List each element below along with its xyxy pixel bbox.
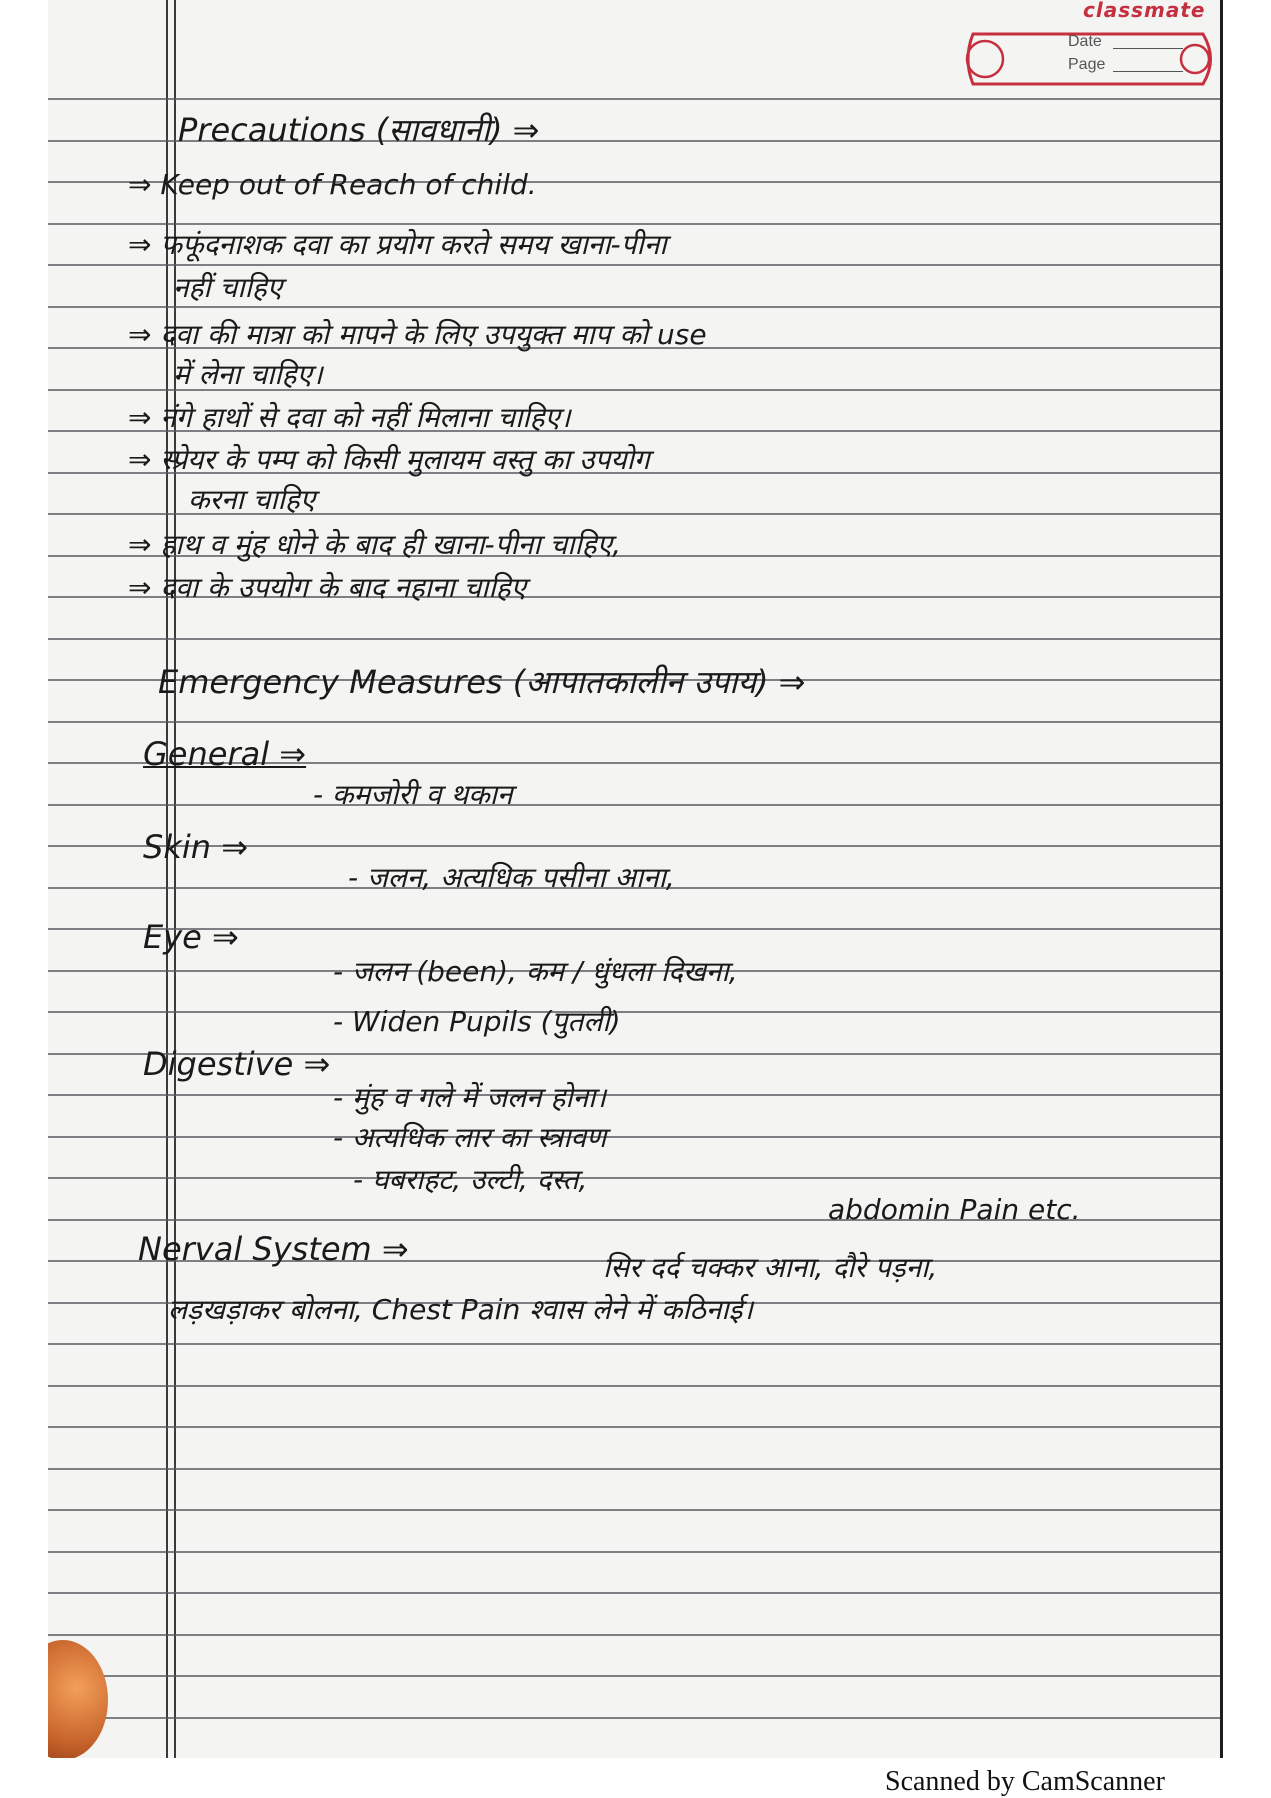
section-eye: Eye ⇒ (143, 918, 239, 956)
note-line: सिर दर्द चक्कर आना, दौरे पड़ना, (603, 1251, 938, 1284)
heading-emergency: Emergency Measures (आपातकालीन उपाय) ⇒ (158, 663, 806, 701)
ruled-line (48, 1343, 1220, 1345)
ruled-line (48, 1468, 1220, 1470)
ruled-line (48, 1634, 1220, 1636)
heading-precautions: Precautions (सावधानी) ⇒ (178, 111, 540, 149)
ruled-line (48, 1675, 1220, 1677)
orange-object (48, 1640, 108, 1758)
section-digestive: Digestive ⇒ (143, 1045, 331, 1083)
page-line (1113, 71, 1183, 72)
note-line: नहीं चाहिए (173, 271, 283, 304)
ruled-line (48, 804, 1220, 806)
note-line: abdomin Pain etc. (828, 1193, 1081, 1226)
note-line: - जलन (been), कम / धुंधला दिखना, (333, 955, 738, 988)
scanner-watermark: Scanned by CamScanner (885, 1766, 1165, 1797)
ruled-line (48, 1011, 1220, 1013)
section-general: General ⇒ (143, 735, 307, 773)
section-skin: Skin ⇒ (143, 828, 248, 866)
ruled-line (48, 1094, 1220, 1096)
ruled-line (48, 1385, 1220, 1387)
note-line: ⇒ नंगे हाथों से दवा को नहीं मिलाना चाहिए। (128, 401, 571, 434)
ruled-line (48, 638, 1220, 640)
ruled-line (48, 1426, 1220, 1428)
note-line: ⇒ दवा के उपयोग के बाद नहाना चाहिए (128, 571, 527, 604)
note-line: ⇒ Keep out of Reach of child. (128, 168, 537, 201)
note-line: करना चाहिए (188, 483, 316, 516)
classmate-logo: classmate (1083, 0, 1206, 22)
note-line: में लेना चाहिए। (173, 358, 323, 391)
ruled-line (48, 1136, 1220, 1138)
note-line: ⇒ फफूंदनाशक दवा का प्रयोग करते समय खाना-पीना (128, 228, 667, 261)
ruled-line (48, 1592, 1220, 1594)
note-line: - Widen Pupils (पुतली) (333, 1005, 621, 1038)
date-label: Date (1068, 33, 1102, 50)
ruled-line (48, 1177, 1220, 1179)
note-line: - अत्यधिक लार का स्त्रावण (333, 1121, 607, 1154)
note-line: लड़खड़ाकर बोलना, Chest Pain श्वास लेने में कठिनाई। (168, 1293, 754, 1326)
date-line (1113, 48, 1183, 49)
ruled-line (48, 1551, 1220, 1553)
ruled-line (48, 1509, 1220, 1511)
classmate-stamp (963, 0, 1223, 98)
ruled-line (48, 721, 1220, 723)
note-line: - घबराहट, उल्टी, दस्त, (353, 1163, 588, 1196)
notebook-page (48, 0, 1223, 1758)
ruled-line (48, 264, 1220, 266)
note-line: ⇒ स्प्रेयर के पम्प को किसी मुलायम वस्तु का उपयोग (128, 443, 650, 476)
note-line: - कमजोरी व थकान (313, 778, 513, 811)
note-line: - जलन, अत्यधिक पसीना आना, (348, 861, 675, 894)
ruled-line (48, 1717, 1220, 1719)
note-line: ⇒ दवा की मात्रा को मापने के लिए उपयुक्त माप को use (128, 318, 707, 351)
note-line: ⇒ हाथ व मुंह धोने के बाद ही खाना-पीना चाहिए, (128, 528, 622, 561)
note-line: - मुंह व गले में जलन होना। (333, 1081, 607, 1114)
section-nerval-system: Nerval System ⇒ (138, 1230, 409, 1268)
page-label: Page (1068, 56, 1106, 73)
ruled-line (48, 98, 1220, 100)
